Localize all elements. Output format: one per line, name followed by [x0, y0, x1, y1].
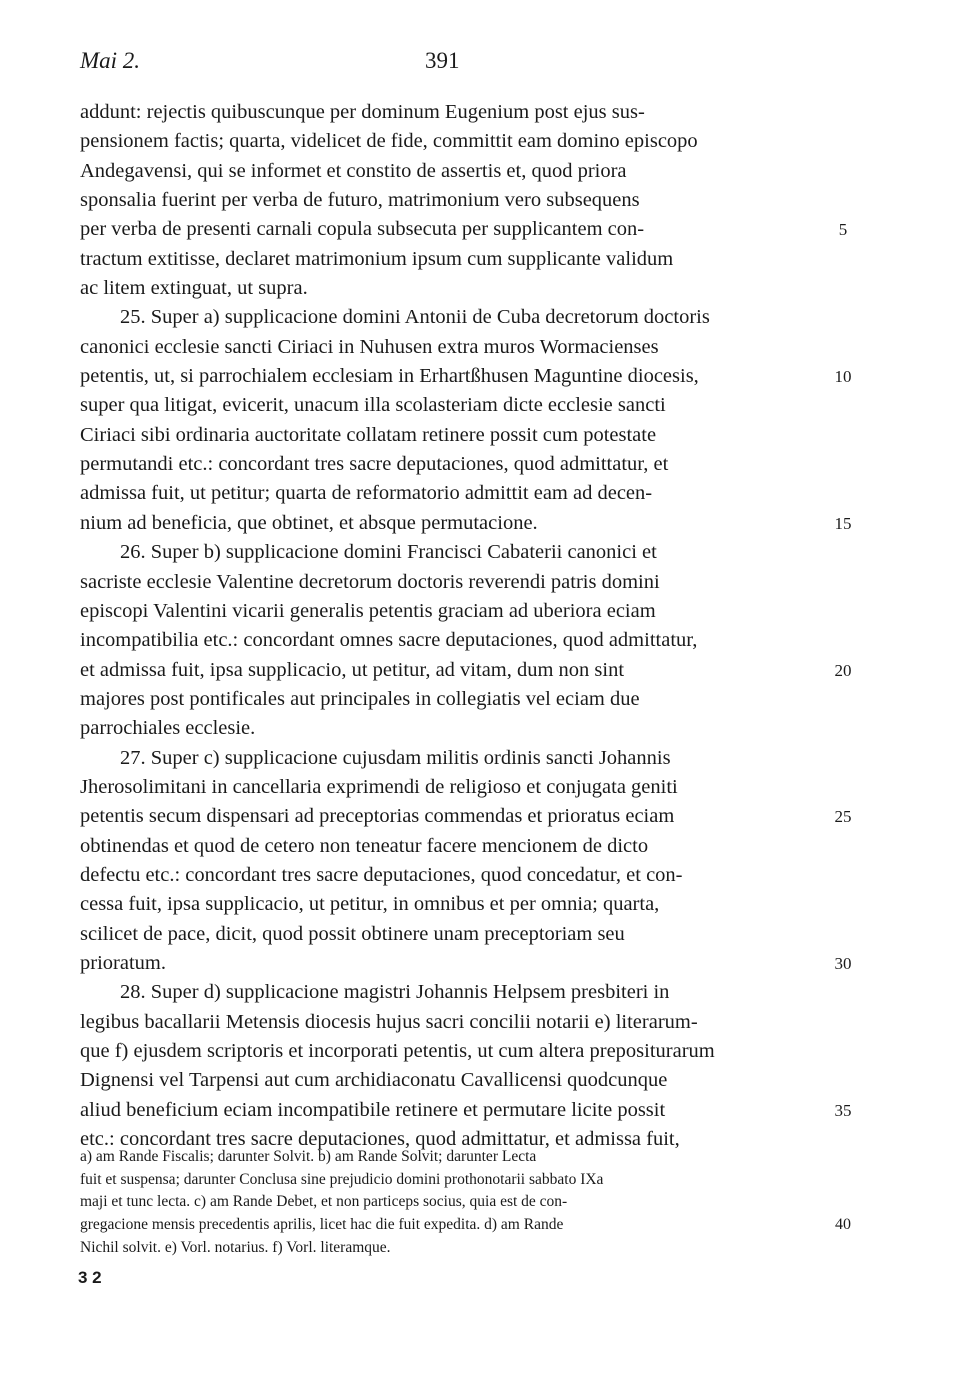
body-line-text: pensionem factis; quarta, videlicet de fide, committit eam domino episcopo — [80, 130, 698, 153]
body-line-text: et admissa fuit, ipsa supplicacio, ut petitur, ad vitam, dum non sint — [80, 658, 625, 681]
body-line-text: obtinendas et quod de cetero non teneatur facere mencionem de dicto — [80, 834, 649, 857]
body-line — [80, 245, 815, 274]
body-line — [80, 215, 848, 244]
body-line — [80, 1096, 852, 1125]
footnote-line-text: Nichil solvit. e) Vorl. notarius. f) Vorl. literamque. — [80, 1238, 391, 1256]
body-line-text: permutandi etc.: concordant tres sacre deputaciones, quod admittatur, et — [80, 453, 669, 476]
body-line-text: legibus bacallarii Metensis diocesis hujus sacri concilii notarii e) literarum- — [80, 1010, 698, 1033]
body-line-text: 25. Super a) supplicacione domini Antonii de Cuba decretorum doctoris — [120, 306, 710, 329]
body-line — [80, 832, 815, 861]
body-line — [80, 274, 815, 303]
line-number: 10 — [834, 367, 852, 387]
body-line-text: cessa fuit, ipsa supplicacio, ut petitur, in omnibus et per omnia; quarta, — [80, 893, 660, 916]
body-line-text: parrochiales ecclesie. — [80, 717, 256, 740]
line-number: 15 — [834, 513, 852, 533]
body-line — [80, 127, 815, 156]
footnote-line — [80, 1214, 851, 1237]
body-line-text: Ciriaci sibi ordinaria auctoritate collatam retinere possit cum potestate — [80, 423, 657, 446]
body-line — [80, 744, 815, 773]
body-line — [80, 685, 815, 714]
line-number: 35 — [834, 1100, 852, 1120]
body-line — [80, 157, 815, 186]
body-line-text: que f) ejusdem scriptoris et incorporati petentis, ut cum altera prepositurarum — [80, 1040, 715, 1062]
body-line-text: 27. Super c) supplicacione cujusdam militis ordinis sancti Johannis — [120, 746, 671, 769]
body-line-text: majores post pontificales aut principales in collegiatis vel eciam due — [80, 687, 640, 710]
body-line — [80, 949, 852, 978]
body-line — [80, 978, 815, 1007]
line-number: 20 — [834, 660, 852, 680]
body-line — [80, 362, 852, 391]
body-line — [80, 656, 852, 685]
body-line-text: ac litem extinguat, ut supra. — [80, 277, 308, 300]
body-line-text: canonici ecclesie sancti Ciriaci in Nuhusen extra muros Wormacienses — [80, 335, 659, 358]
body-line — [80, 1066, 815, 1095]
body-line-text: petentis, ut, si parrochialem ecclesiam in Erhartßhusen Maguntine diocesis, — [80, 365, 699, 388]
footnote-line — [80, 1191, 815, 1214]
body-line-text: Dignensi vel Tarpensi aut cum archidiaconatu Cavallicensi quodcunque — [80, 1069, 668, 1092]
body-line-text: addunt: rejectis quibuscunque per dominum Eugenium post ejus sus- — [80, 101, 645, 123]
body-line — [80, 773, 815, 802]
body-line-text: tractum extitisse, declaret matrimonium ipsum cum supplicante validum — [80, 247, 674, 270]
body-line — [80, 802, 852, 831]
body-line — [80, 333, 815, 362]
body-line — [80, 1008, 815, 1037]
body-line — [80, 597, 815, 626]
body-line-text: 28. Super d) supplicacione magistri Johannis Helpsem presbiteri in — [120, 981, 670, 1004]
body-line-text: sacriste ecclesie Valentine decretorum doctoris reverendi patris domini — [80, 570, 660, 593]
body-line-text: admissa fuit, ut petitur; quarta de reformatorio admittit eam ad decen- — [80, 482, 653, 505]
footnote-line — [80, 1237, 815, 1260]
body-line-text: aliud beneficium eciam incompatibile retinere et permutare licite possit — [80, 1098, 666, 1121]
page-number: 391 — [425, 48, 460, 73]
footnote-line-text: fuit et suspensa; darunter Conclusa sine prejudicio domini prothonotarii sabbato IXa — [80, 1170, 604, 1188]
body-line-text: prioratum. — [80, 951, 166, 974]
body-line — [80, 714, 815, 743]
body-line — [80, 98, 815, 127]
body-line — [80, 538, 815, 567]
body-line — [80, 450, 815, 479]
body-line — [80, 303, 815, 332]
body-line-text: incompatibilia etc.: concordant omnes sacre deputaciones, quod admittatur, — [80, 629, 698, 652]
line-number: 30 — [834, 953, 852, 973]
footnote-line-text: maji et tunc lecta. c) am Rande Debet, et non particeps socius, quia est de con- — [80, 1193, 568, 1211]
running-head: Mai 2. — [80, 48, 141, 73]
body-line — [80, 1037, 815, 1066]
body-line-text: Jherosolimitani in cancellaria exprimendi de religioso et conjugata geniti — [80, 775, 678, 798]
body-line-text: sponsalia fuerint per verba de futuro, matrimonium vero subsequens — [80, 189, 640, 212]
body-line-text: nium ad beneficia, que obtinet, et absque permutacione. — [80, 511, 538, 534]
body-line-text: scilicet de pace, dicit, quod possit obtinere unam preceptoriam seu — [80, 922, 625, 945]
body-line — [80, 479, 815, 508]
body-line — [80, 421, 815, 450]
body-line — [80, 920, 815, 949]
body-line — [80, 186, 815, 215]
footnotes — [80, 1146, 851, 1259]
body-line-text: super qua litigat, evicerit, unacum illa scolasteriam dicte ecclesie sancti — [80, 394, 666, 417]
body-line-text: 26. Super b) supplicacione domini Francisci Cabaterii canonici et — [120, 541, 657, 564]
line-number: 5 — [838, 220, 848, 240]
body-line — [80, 391, 815, 420]
body-line — [80, 626, 815, 655]
body-line-text: petentis secum dispensari ad preceptorias commendas et prioratus eciam — [80, 805, 675, 828]
body-line — [80, 861, 815, 890]
body-line-text: episcopi Valentini vicarii generalis petentis graciam ad uberiora eciam — [80, 599, 656, 622]
page-header — [80, 48, 815, 88]
footnote-line-text: a) am Rande Fiscalis; darunter Solvit. b) am Rande Solvit; darunter Lecta — [80, 1148, 537, 1165]
footnote-line — [80, 1169, 815, 1192]
footnote-line-text: gregacione mensis precedentis aprilis, licet hac die fuit expedita. d) am Rande — [80, 1216, 564, 1234]
body-line-text: per verba de presenti carnali copula subsecuta per supplicantem con- — [80, 218, 645, 241]
body-line — [80, 509, 852, 538]
body-line-text: etc.: concordant tres sacre deputaciones, quod admittatur, et admissa fuit, — [80, 1128, 680, 1151]
line-number: 40 — [835, 1216, 851, 1234]
body-line-text: defectu etc.: concordant tres sacre deputaciones, quod concedatur, et con- — [80, 863, 683, 886]
line-number: 25 — [834, 807, 852, 827]
body-line — [80, 568, 815, 597]
footnote-line — [80, 1146, 815, 1169]
body-text — [80, 98, 852, 1154]
body-line-text: Andegavensi, qui se informet et constito de assertis et, quod priora — [80, 159, 627, 182]
printer-signature: 3 2 — [78, 1268, 102, 1287]
body-line — [80, 890, 815, 919]
